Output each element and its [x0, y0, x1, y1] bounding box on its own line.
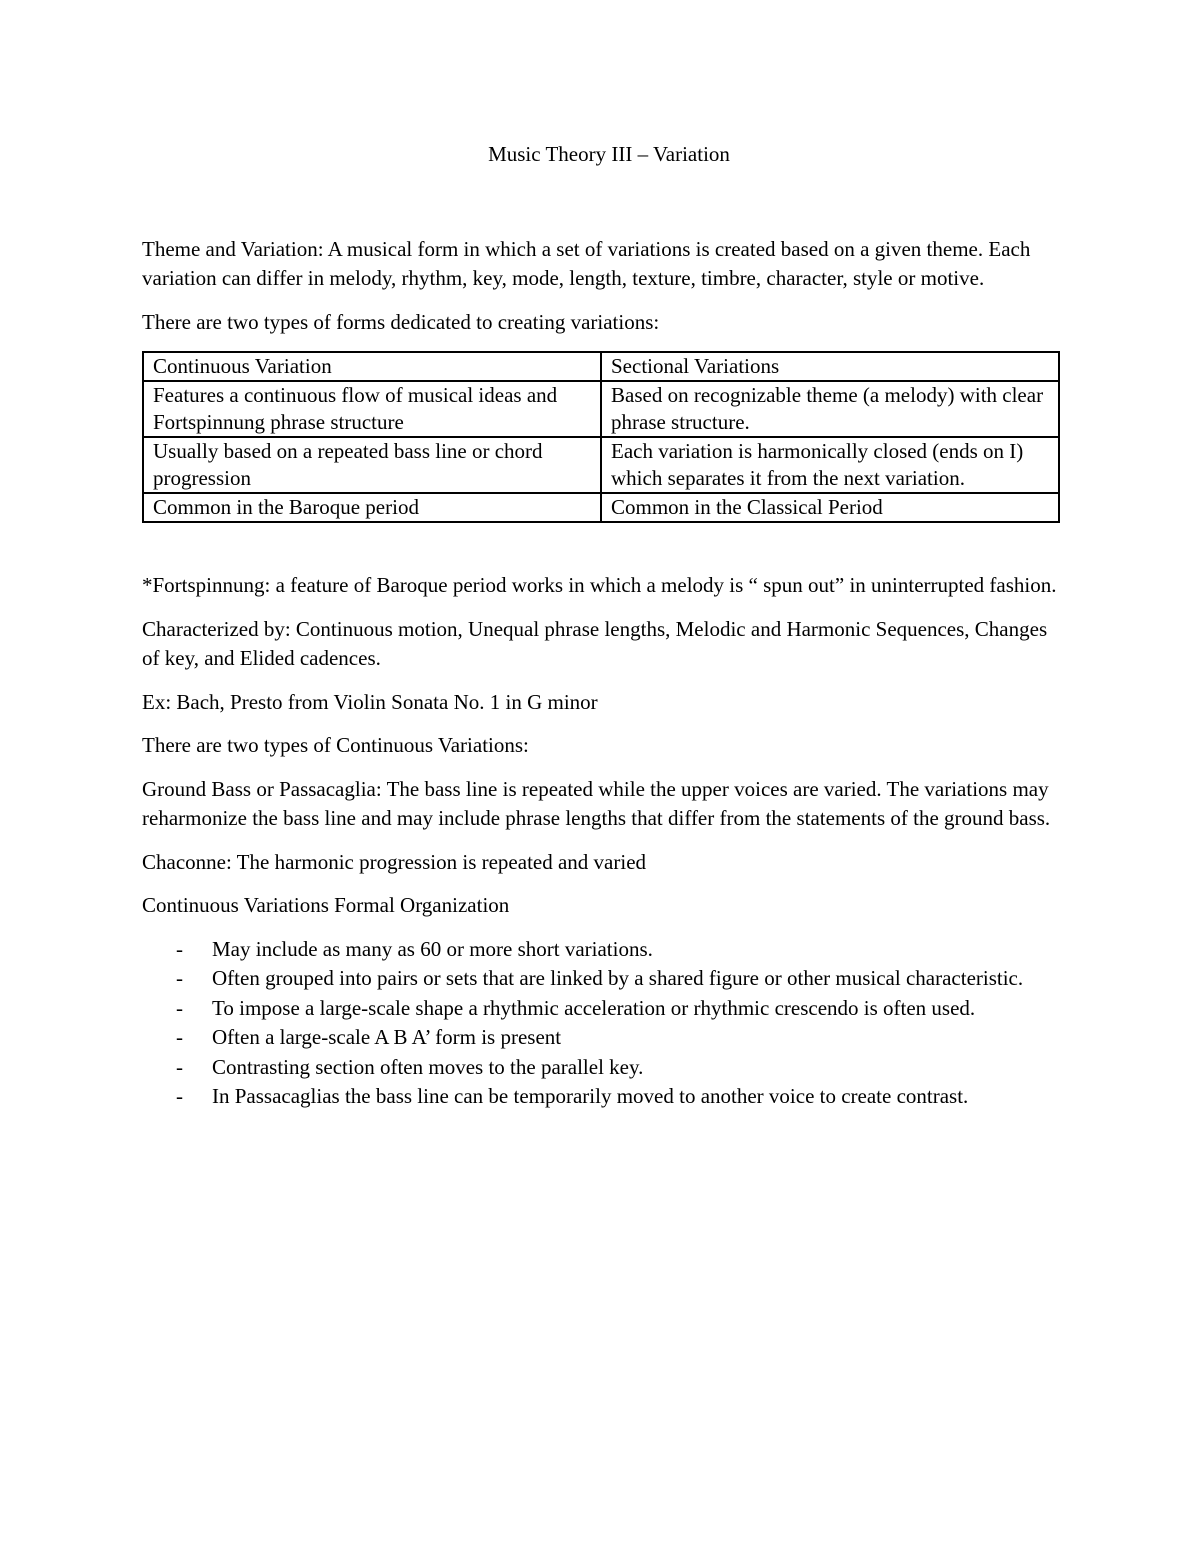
list-item: [142, 1053, 1062, 1083]
list-item-text: To impose a large-scale shape a rhythmic acceleration or rhythmic crescendo is often used.: [212, 995, 976, 1020]
table-row: [143, 381, 1059, 437]
continuous-types-intro: There are two types of Continuous Variations:: [142, 733, 529, 757]
table-header-row: [143, 352, 1059, 381]
table-cell: Features a continuous flow of musical ideas and Fortspinnung phrase structure: [143, 381, 601, 437]
list-item-text: Contrasting section often moves to the parallel key.: [212, 1054, 644, 1079]
list-item-text: In Passacaglias the bass line can be temporarily moved to another voice to create contrast.: [212, 1084, 969, 1108]
bullet-marker: -: [176, 966, 183, 990]
bullet-marker: -: [176, 1084, 183, 1108]
formal-organization-list: [142, 935, 1062, 1112]
list-item: [142, 994, 1062, 1024]
list-item: [142, 1023, 1062, 1053]
bullet-marker: -: [176, 995, 183, 1020]
table-cell: Common in the Classical Period: [601, 493, 1059, 522]
bullet-marker: -: [176, 936, 183, 961]
variation-comparison-table: [142, 351, 1060, 523]
types-intro-paragraph: There are two types of forms dedicated to creating variations:: [142, 309, 660, 334]
table-cell: Common in the Baroque period: [143, 493, 601, 522]
list-item: [142, 1082, 1062, 1112]
table-row: [143, 493, 1059, 522]
bullet-marker: -: [176, 1054, 183, 1079]
table-row: [143, 437, 1059, 493]
document-body: [142, 140, 1062, 1112]
document-title: Music Theory III – Variation: [488, 142, 730, 166]
example-paragraph: Ex: Bach, Presto from Violin Sonata No. 1 in G minor: [142, 689, 598, 714]
chaconne-paragraph: Chaconne: The harmonic progression is repeated and varied: [142, 849, 647, 874]
ground-bass-paragraph: Ground Bass or Passacaglia: The bass line is repeated while the upper voices are varied. The variations may reharmonize the bass line and may include phrase lengths that differ from the statements of the ground bass.: [142, 776, 1051, 830]
list-item-text: May include as many as 60 or more short variations.: [212, 936, 653, 961]
intro-paragraph: Theme and Variation: A musical form in which a set of variations is created based on a given theme. Each variation can differ in melody, rhythm, key, mode, length, texture, timbre, character, style or motive.: [142, 236, 1031, 290]
table-cell: Usually based on a repeated bass line or chord progression: [143, 437, 601, 493]
table-cell: Each variation is harmonically closed (ends on I) which separates it from the next variation.: [601, 437, 1059, 493]
bullet-marker: -: [176, 1025, 183, 1049]
formal-organization-heading: Continuous Variations Formal Organization: [142, 893, 510, 917]
table-header-cell: Continuous Variation: [143, 352, 601, 381]
list-item-text: Often a large-scale A B A’ form is present: [212, 1025, 562, 1049]
fortspinnung-note: *Fortspinnung: a feature of Baroque period works in which a melody is “ spun out” in uninterrupted fashion.: [142, 573, 1057, 597]
list-item: [142, 935, 1062, 965]
characterized-paragraph: Characterized by: Continuous motion, Unequal phrase lengths, Melodic and Harmonic Sequences, Changes of key, and Elided cadences.: [142, 616, 1048, 670]
table-cell: Based on recognizable theme (a melody) with clear phrase structure.: [601, 381, 1059, 437]
list-item: [142, 964, 1062, 994]
list-item-text: Often grouped into pairs or sets that are linked by a shared figure or other musical characteristic.: [212, 966, 1024, 990]
table-header-cell: Sectional Variations: [601, 352, 1059, 381]
